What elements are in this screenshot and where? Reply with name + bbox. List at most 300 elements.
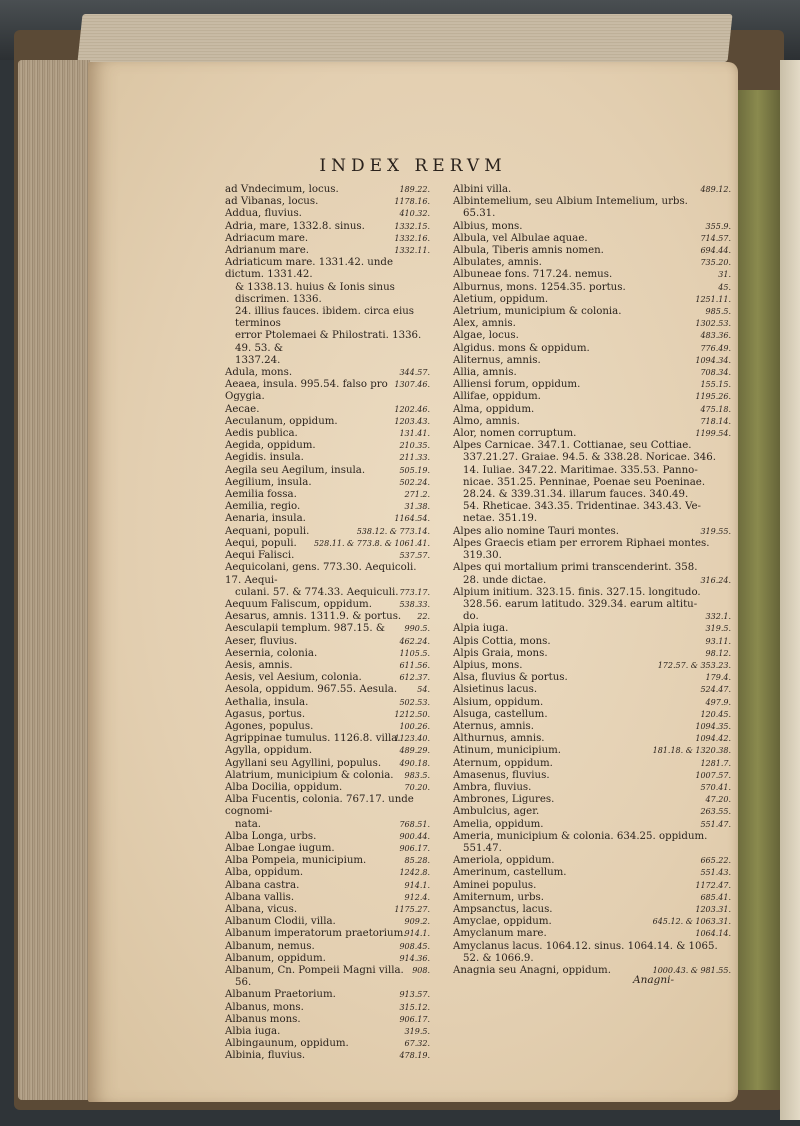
index-entry xyxy=(453,880,731,892)
index-term: Amyclae, oppidum. xyxy=(453,916,552,928)
index-page-ref: 179.4. xyxy=(705,673,731,683)
index-term: Albula, Tiberis amnis nomen. xyxy=(453,245,604,257)
index-entry xyxy=(225,867,430,879)
index-page-ref: 271.2. xyxy=(404,490,430,500)
index-term: Aeculanum, oppidum. xyxy=(225,415,338,427)
index-entry xyxy=(225,440,430,452)
index-entry xyxy=(225,477,430,489)
index-entry xyxy=(453,745,731,757)
index-entry xyxy=(453,404,731,416)
index-entry xyxy=(453,550,731,562)
index-entry xyxy=(453,184,731,196)
index-term: Albanum Praetorium. xyxy=(225,989,336,1001)
index-entry xyxy=(453,513,731,525)
index-page-ref: 1203.43. xyxy=(394,416,430,426)
index-entry xyxy=(453,794,731,806)
index-page-ref: 332.1. xyxy=(705,612,731,622)
index-entry xyxy=(225,245,430,257)
index-term: Albia iuga. xyxy=(225,1026,281,1038)
index-page-ref: 909.2. xyxy=(404,917,430,927)
index-page-ref: 54. xyxy=(417,685,430,695)
index-entry xyxy=(453,306,731,318)
index-term: Aedis publica. xyxy=(225,428,298,440)
index-page-ref: 355.9. xyxy=(705,221,731,231)
index-term: Albintemelium, seu Albium Intemelium, urbs. xyxy=(453,196,688,208)
index-page-ref: 768.51. xyxy=(399,819,430,829)
index-term: Albini villa. xyxy=(453,184,512,195)
index-entry xyxy=(453,465,731,477)
index-entry xyxy=(225,831,430,843)
index-term: 56. xyxy=(235,977,252,989)
index-page-ref: 120.45. xyxy=(700,709,731,719)
index-page-ref: 665.22. xyxy=(700,856,731,866)
index-entry xyxy=(225,758,430,770)
index-page-ref: 319.5. xyxy=(404,1027,430,1037)
index-entry xyxy=(453,526,731,538)
index-entry xyxy=(453,684,731,696)
index-page-ref: 1199.54. xyxy=(695,429,731,439)
index-term: Adriacum mare. xyxy=(225,232,309,244)
index-entry xyxy=(225,782,430,794)
index-term: 337.21.27. Graiae. 94.5. & 338.28. Noricae. 346. xyxy=(463,452,716,464)
index-entry xyxy=(225,428,430,440)
index-entry xyxy=(453,928,731,940)
index-term: Aesis, vel Aesium, colonia. xyxy=(225,672,362,684)
index-page-ref: 1332.11. xyxy=(394,246,430,256)
index-entry xyxy=(225,452,430,464)
index-term: ad Vndecimum, locus. xyxy=(225,184,339,195)
index-page-ref: 210.35. xyxy=(399,441,430,451)
index-entry xyxy=(225,709,430,721)
index-page-ref: 983.5. xyxy=(404,770,430,780)
index-page-ref: 708.34. xyxy=(700,368,731,378)
index-term: Alba Docilia, oppidum. xyxy=(225,781,343,793)
index-entry xyxy=(225,697,430,709)
index-page-ref: 645.12. & 1063.31. xyxy=(652,917,731,927)
index-entry xyxy=(453,611,731,623)
index-term: Alor, nomen corruptum. xyxy=(453,428,577,440)
index-term: Albana vallis. xyxy=(225,891,295,903)
index-term: Aesculapii templum. 987.15. & xyxy=(225,623,385,635)
index-entry xyxy=(225,208,430,220)
index-term: Alpis Graia, mons. xyxy=(453,647,548,659)
index-entry xyxy=(225,221,430,233)
index-term: nata. xyxy=(235,818,262,830)
index-term: Alsietinus lacus. xyxy=(453,684,538,696)
index-term: Aesarus, amnis. 1311.9. & portus. xyxy=(225,611,402,623)
index-entry xyxy=(453,233,731,245)
index-entry xyxy=(453,892,731,904)
index-term: Aequi, populi. xyxy=(225,537,297,549)
index-entry xyxy=(225,306,430,330)
index-entry xyxy=(453,721,731,733)
index-column-right xyxy=(453,184,731,977)
index-term: Albanum Clodii, villa. xyxy=(225,916,336,928)
index-term: Aegila seu Aegilum, insula. xyxy=(225,464,366,476)
index-page-ref: 263.55. xyxy=(700,807,731,817)
index-entry xyxy=(453,477,731,489)
index-page-ref: 908.45. xyxy=(399,941,430,951)
index-page-ref: 93.11. xyxy=(705,636,731,646)
index-term: Albulates, amnis. xyxy=(453,257,542,269)
index-term: Aemilia fossa. xyxy=(225,489,297,501)
index-term: 328.56. earum latitudo. 329.34. earum altitu- xyxy=(463,598,698,610)
index-page-ref: 1302.53. xyxy=(695,319,731,329)
index-entry xyxy=(453,330,731,342)
index-term: Alpes alio nomine Tauri montes. xyxy=(453,525,619,537)
index-entry xyxy=(453,575,731,587)
index-page-ref: 1195.26. xyxy=(695,392,731,402)
index-page-ref: 315.12. xyxy=(399,1002,430,1012)
index-term: Alpia iuga. xyxy=(453,623,509,635)
index-page-ref: 1251.11. xyxy=(695,294,731,304)
index-term: Ambra, fluvius. xyxy=(453,781,532,793)
index-entry xyxy=(453,367,731,379)
index-entry xyxy=(225,196,430,208)
index-page-ref: 1307.46. xyxy=(394,380,430,390)
index-page-ref: 31.38. xyxy=(404,502,430,512)
index-entry xyxy=(225,416,430,428)
index-term: 24. illius fauces. ibidem. circa eius terminos xyxy=(235,306,414,330)
index-entry xyxy=(453,538,731,550)
index-entry xyxy=(225,611,430,623)
index-entry xyxy=(225,489,430,501)
index-term: Aecae. xyxy=(225,403,260,415)
index-term: Alpes qui mortalium primi transcenderint. 358. xyxy=(453,562,698,574)
index-term: Agrippinae tumulus. 1126.8. villa. xyxy=(225,733,401,745)
index-term: Aegilium, insula. xyxy=(225,476,312,488)
index-term: Albana castra. xyxy=(225,879,300,891)
index-term: Albanum, nemus. xyxy=(225,940,315,952)
index-term: Albanus mons. xyxy=(225,1013,301,1025)
index-entry xyxy=(225,404,430,416)
index-page-ref: 489.29. xyxy=(399,746,430,756)
index-term: Alba, oppidum. xyxy=(225,867,304,879)
index-page-ref: 538.33. xyxy=(399,599,430,609)
index-term: nicae. 351.25. Penninae, Poenae seu Poeninae. xyxy=(463,476,706,488)
index-term: Althurnus, amnis. xyxy=(453,733,545,745)
index-term: Aletium, oppidum. xyxy=(453,293,549,305)
index-page-ref: 913.57. xyxy=(399,990,430,1000)
index-term: Agyllani seu Agyllini, populus. xyxy=(225,757,382,769)
index-page-ref: 714.57. xyxy=(700,233,731,243)
index-term: Alpes Graecis etiam per errorem Riphaei montes. xyxy=(453,537,710,549)
index-term: & 1338.13. huius & Ionis sinus discrimen. 1336. xyxy=(235,281,395,305)
index-page-ref: 990.5. xyxy=(404,624,430,634)
index-term: Aesis, amnis. xyxy=(225,659,293,671)
index-term: Alma, oppidum. xyxy=(453,403,535,415)
index-page-ref: 906.17. xyxy=(399,843,430,853)
index-page-ref: 316.24. xyxy=(700,575,731,585)
index-page-ref: 908. xyxy=(412,966,430,975)
index-page-ref: 1332.15. xyxy=(394,221,430,231)
index-term: Addua, fluvius. xyxy=(225,208,302,220)
index-page-ref: 1094.42. xyxy=(695,734,731,744)
index-page-ref: 483.36. xyxy=(700,331,731,341)
catchword: Anagni- xyxy=(633,974,674,986)
index-term: Adula, mons. xyxy=(225,367,293,379)
index-entry xyxy=(453,562,731,574)
index-term: Aequum Faliscum, oppidum. xyxy=(225,598,372,610)
index-entry xyxy=(225,684,430,696)
index-entry xyxy=(453,636,731,648)
index-term: Alpis Cottia, mons. xyxy=(453,635,551,647)
index-term: Aequicolani, gens. 773.30. Aequicoli. 17. Aequi- xyxy=(225,562,417,586)
index-page-ref: 524.47. xyxy=(700,685,731,695)
index-page-ref: 551.47. xyxy=(700,819,731,829)
index-entry xyxy=(225,855,430,867)
index-term: Amelia, oppidum. xyxy=(453,818,544,830)
index-entry xyxy=(225,623,430,635)
index-entry xyxy=(453,196,731,208)
index-page-ref: 211.33. xyxy=(399,453,430,463)
index-term: Amerinum, castellum. xyxy=(453,867,567,879)
index-entry xyxy=(453,672,731,684)
index-page-ref: 912.4. xyxy=(404,892,430,902)
index-page-ref: 735.20. xyxy=(700,258,731,268)
index-term: 319.30. xyxy=(463,550,502,562)
index-entry xyxy=(453,770,731,782)
index-entry xyxy=(453,697,731,709)
index-page-ref: 1007.57. xyxy=(695,770,731,780)
index-page-ref: 489.12. xyxy=(700,185,731,194)
index-term: 14. Iuliae. 347.22. Maritimae. 335.53. Panno- xyxy=(463,464,698,476)
index-entry xyxy=(453,245,731,257)
index-term: Alsuga, castellum. xyxy=(453,708,548,720)
index-entry xyxy=(225,184,430,196)
index-term: Albula, vel Albulae aquae. xyxy=(453,232,588,244)
index-page-ref: 70.20. xyxy=(404,782,430,792)
index-entry xyxy=(453,355,731,367)
index-entry xyxy=(225,660,430,672)
index-page-ref: 22. xyxy=(417,612,430,622)
index-page-ref: 528.11. & 773.8. & 1061.41. xyxy=(313,538,430,548)
index-term: Aminei populus. xyxy=(453,879,537,891)
index-page-ref: 181.18. & 1320.38. xyxy=(652,746,731,756)
index-entry xyxy=(453,599,731,611)
index-term: Agylla, oppidum. xyxy=(225,745,313,757)
index-term: Almo, amnis. xyxy=(453,415,520,427)
index-entry xyxy=(453,379,731,391)
index-entry xyxy=(225,843,430,855)
index-term: Alsium, oppidum. xyxy=(453,696,544,708)
right-page-leaf xyxy=(780,60,800,1120)
index-page-ref: 1178.16. xyxy=(394,197,430,207)
index-entry xyxy=(225,1050,430,1062)
index-entry xyxy=(225,819,430,831)
index-term: netae. 351.19. xyxy=(463,513,538,525)
index-term: Alpes Carnicae. 347.1. Cottianae, seu Cottiae. xyxy=(453,440,692,452)
index-entry xyxy=(225,1038,430,1050)
index-entry xyxy=(225,745,430,757)
index-term: Alatrium, municipium & colonia. xyxy=(225,769,394,781)
index-term: Albae Longae iugum. xyxy=(225,842,335,854)
index-entry xyxy=(225,928,430,940)
index-entry xyxy=(225,465,430,477)
index-term: 28.24. & 339.31.34. illarum fauces. 340.49. xyxy=(463,489,689,501)
index-term: Ameriola, oppidum. xyxy=(453,855,555,867)
index-term: Agones, populus. xyxy=(225,720,314,732)
index-entry xyxy=(225,562,430,586)
index-page-ref: 906.17. xyxy=(399,1014,430,1024)
index-entry xyxy=(225,965,430,977)
index-entry xyxy=(453,416,731,428)
index-entry xyxy=(453,709,731,721)
index-term: Allifae, oppidum. xyxy=(453,391,541,403)
index-term: culani. 57. & 774.33. Aequiculi. xyxy=(235,586,399,598)
index-entry xyxy=(453,867,731,879)
index-entry xyxy=(225,892,430,904)
index-term: Alba Longa, urbs. xyxy=(225,830,317,842)
index-entry xyxy=(453,623,731,635)
index-page-ref: 538.12. & 773.14. xyxy=(356,526,430,536)
index-term: Albanum, Cn. Pompeii Magni villa. xyxy=(225,965,404,976)
index-page-ref: 502.24. xyxy=(399,477,430,487)
index-page-ref: 1212.50. xyxy=(394,709,430,719)
index-entry xyxy=(453,843,731,855)
index-entry xyxy=(225,538,430,550)
index-entry xyxy=(453,648,731,660)
index-entry xyxy=(225,550,430,562)
index-entry xyxy=(453,391,731,403)
index-entry xyxy=(453,208,731,220)
index-term: Aesernia, colonia. xyxy=(225,647,318,659)
index-entry xyxy=(453,221,731,233)
index-entry xyxy=(225,904,430,916)
index-term: Albana, vicus. xyxy=(225,903,298,915)
index-term: Albanum, oppidum. xyxy=(225,952,326,964)
index-page-ref: 1242.8. xyxy=(399,868,430,878)
index-term: Albanus, mons. xyxy=(225,1001,304,1013)
index-term: Ampsanctus, lacus. xyxy=(453,903,553,915)
index-page-ref: 914.36. xyxy=(399,953,430,963)
index-term: Aternus, amnis. xyxy=(453,720,535,732)
index-term: Amyclanum mare. xyxy=(453,928,547,940)
index-term: 54. Rheticae. 343.35. Tridentinae. 343.43. Ve- xyxy=(463,501,702,513)
index-entry xyxy=(453,806,731,818)
index-term: Aletrium, municipium & colonia. xyxy=(453,306,622,318)
index-entry xyxy=(453,965,731,977)
index-entry xyxy=(453,501,731,513)
index-page-ref: 410.32. xyxy=(399,209,430,219)
index-term: Aeaea, insula. 995.54. falso pro Ogygia. xyxy=(225,379,388,403)
index-page-ref: 776.49. xyxy=(700,343,731,353)
index-page-ref: 502.53. xyxy=(399,697,430,707)
index-term: Alba Pompeia, municipium. xyxy=(225,855,367,867)
index-term: Alex, amnis. xyxy=(453,318,516,330)
index-entry xyxy=(453,318,731,330)
index-entry xyxy=(225,721,430,733)
index-page-ref: 900.44. xyxy=(399,831,430,841)
index-term: Ambrones, Ligures. xyxy=(453,794,555,806)
index-entry xyxy=(453,428,731,440)
index-term: Amiternum, urbs. xyxy=(453,891,544,903)
index-entry xyxy=(225,989,430,1001)
index-term: Albius, mons. xyxy=(453,220,523,232)
index-entry xyxy=(453,587,731,599)
index-entry xyxy=(225,587,430,599)
index-page-ref: 319.55. xyxy=(700,526,731,536)
index-term: Algidus. mons & oppidum. xyxy=(453,342,590,354)
index-page-ref: 1094.35. xyxy=(695,721,731,731)
index-entry xyxy=(453,758,731,770)
index-entry xyxy=(225,916,430,928)
index-entry xyxy=(453,343,731,355)
index-entry xyxy=(453,941,731,953)
index-entry xyxy=(453,452,731,464)
index-term: Adria, mare, 1332.8. sinus. xyxy=(225,220,365,232)
index-page-ref: 612.37. xyxy=(399,673,430,683)
index-entry xyxy=(225,794,430,818)
index-term: Alsa, fluvius & portus. xyxy=(453,672,568,684)
index-term: 28. unde dictae. xyxy=(463,574,547,586)
index-term: Alliensi forum, oppidum. xyxy=(453,379,581,391)
index-page-ref: 611.56. xyxy=(399,660,430,670)
index-term: Aeser, fluvius. xyxy=(225,635,298,647)
index-page-ref: 1172.47. xyxy=(695,880,731,890)
index-term: error Ptolemaei & Philostrati. 1336. 49. 53. & xyxy=(235,330,422,354)
index-entry xyxy=(225,379,430,403)
index-entry xyxy=(225,367,430,379)
index-page-ref: 100.26. xyxy=(399,721,430,731)
index-page-ref: 172.57. & 353.23. xyxy=(657,660,731,670)
index-term: Alburnus, mons. 1254.35. portus. xyxy=(453,281,626,293)
index-entry xyxy=(225,672,430,684)
index-page-ref: 773.17. xyxy=(399,587,430,597)
index-page-ref: 1164.54. xyxy=(394,514,430,524)
index-term: Aenaria, insula. xyxy=(225,513,306,525)
index-term: do. xyxy=(463,611,479,623)
index-entry xyxy=(225,648,430,660)
index-entry xyxy=(225,513,430,525)
index-entry xyxy=(225,355,430,367)
index-page-ref: 685.41. xyxy=(700,892,731,902)
index-entry xyxy=(225,770,430,782)
index-page-ref: 344.57. xyxy=(399,368,430,378)
index-page-ref: 1202.46. xyxy=(394,404,430,414)
index-term: Albuneae fons. 717.24. nemus. xyxy=(453,269,613,281)
index-entry xyxy=(453,819,731,831)
index-column-left xyxy=(225,184,430,1063)
index-term: Agasus, portus. xyxy=(225,708,306,720)
index-entry xyxy=(225,501,430,513)
index-page-ref: 131.41. xyxy=(399,429,430,439)
index-page-ref: 1064.14. xyxy=(695,929,731,939)
index-page-ref: 718.14. xyxy=(700,416,731,426)
index-entry xyxy=(225,599,430,611)
index-term: Ambulcius, ager. xyxy=(453,806,540,818)
index-entry xyxy=(453,489,731,501)
index-term: Anagnia seu Anagni, oppidum. xyxy=(453,965,611,976)
index-term: Amasenus, fluvius. xyxy=(453,769,550,781)
index-page-ref: 462.24. xyxy=(399,636,430,646)
index-term: Aequani, populi. xyxy=(225,525,310,537)
index-term: 65.31. xyxy=(463,208,496,220)
index-page-ref: 67.32. xyxy=(404,1039,430,1049)
index-term: Adriaticum mare. 1331.42. unde dictum. 1331.42. xyxy=(225,257,393,281)
index-page-ref: 98.12. xyxy=(705,648,731,658)
index-term: Aethalia, insula. xyxy=(225,696,309,708)
index-term: ad Vibanas, locus. xyxy=(225,196,319,208)
index-term: Aliternus, amnis. xyxy=(453,354,541,366)
index-page-ref: 914.1. xyxy=(404,929,430,939)
index-term: Allia, amnis. xyxy=(453,367,517,379)
index-term: Ameria, municipium & colonia. 634.25. oppidum. xyxy=(453,830,708,842)
index-page-ref: 319.5. xyxy=(705,624,731,634)
index-term: Albanum imperatorum praetorium. xyxy=(225,928,407,940)
index-entry xyxy=(225,233,430,245)
index-entry xyxy=(225,330,430,354)
